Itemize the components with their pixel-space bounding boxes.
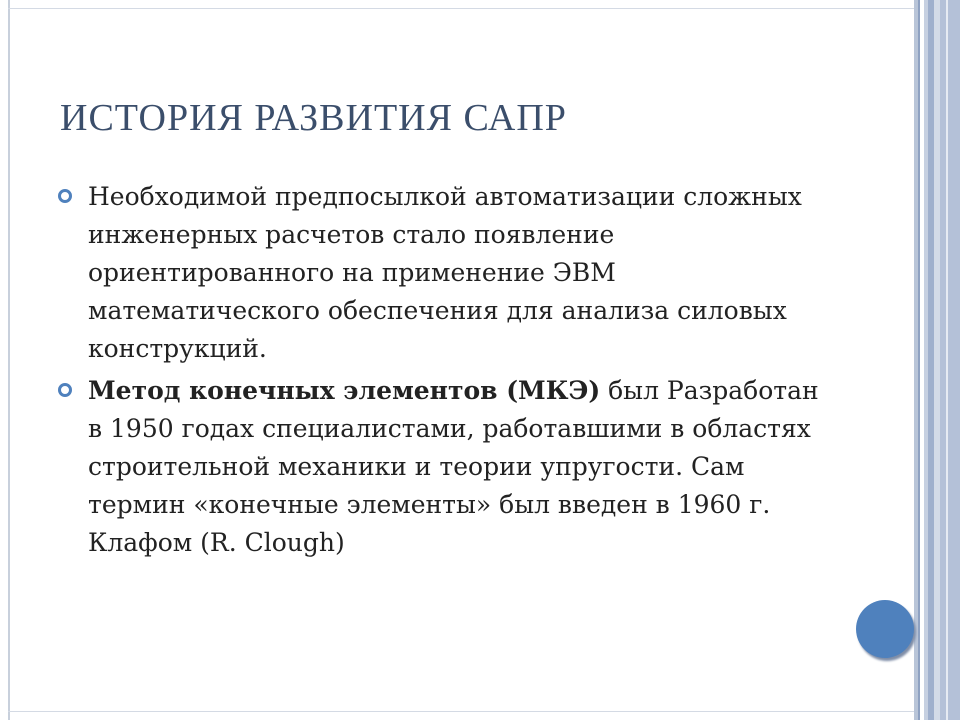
bullet-text: Необходимой предпосылкой автоматизации сложных инженерных расчетов стало появление ориентированного на применение ЭВМ математического обеспечения для анализа силовых конструкций. bbox=[88, 182, 802, 363]
slide-title: ИСТОРИЯ РАЗВИТИЯ САПР bbox=[60, 97, 567, 139]
top-frame-line bbox=[8, 8, 920, 9]
bullet-ring-icon bbox=[58, 383, 72, 397]
bottom-frame-line bbox=[8, 711, 920, 712]
bullet-text: был Разработан в 1950 годах специалистами, работавшими в областях строительной механики и теории упругости. Сам термин «конечные элементы» был введен в 1960 г. Клафом (R. Clough) bbox=[88, 376, 819, 557]
decor-stripe bbox=[940, 0, 960, 720]
bullet-bold-text: Метод конечных элементов (МКЭ) bbox=[88, 376, 601, 405]
decor-stripe bbox=[946, 0, 948, 720]
slide-content bbox=[58, 178, 838, 566]
left-frame-line bbox=[8, 0, 10, 720]
decor-circle bbox=[856, 600, 914, 658]
bullet-ring-icon bbox=[58, 189, 72, 203]
bullet-item bbox=[58, 372, 838, 562]
bullet-item bbox=[58, 178, 838, 368]
